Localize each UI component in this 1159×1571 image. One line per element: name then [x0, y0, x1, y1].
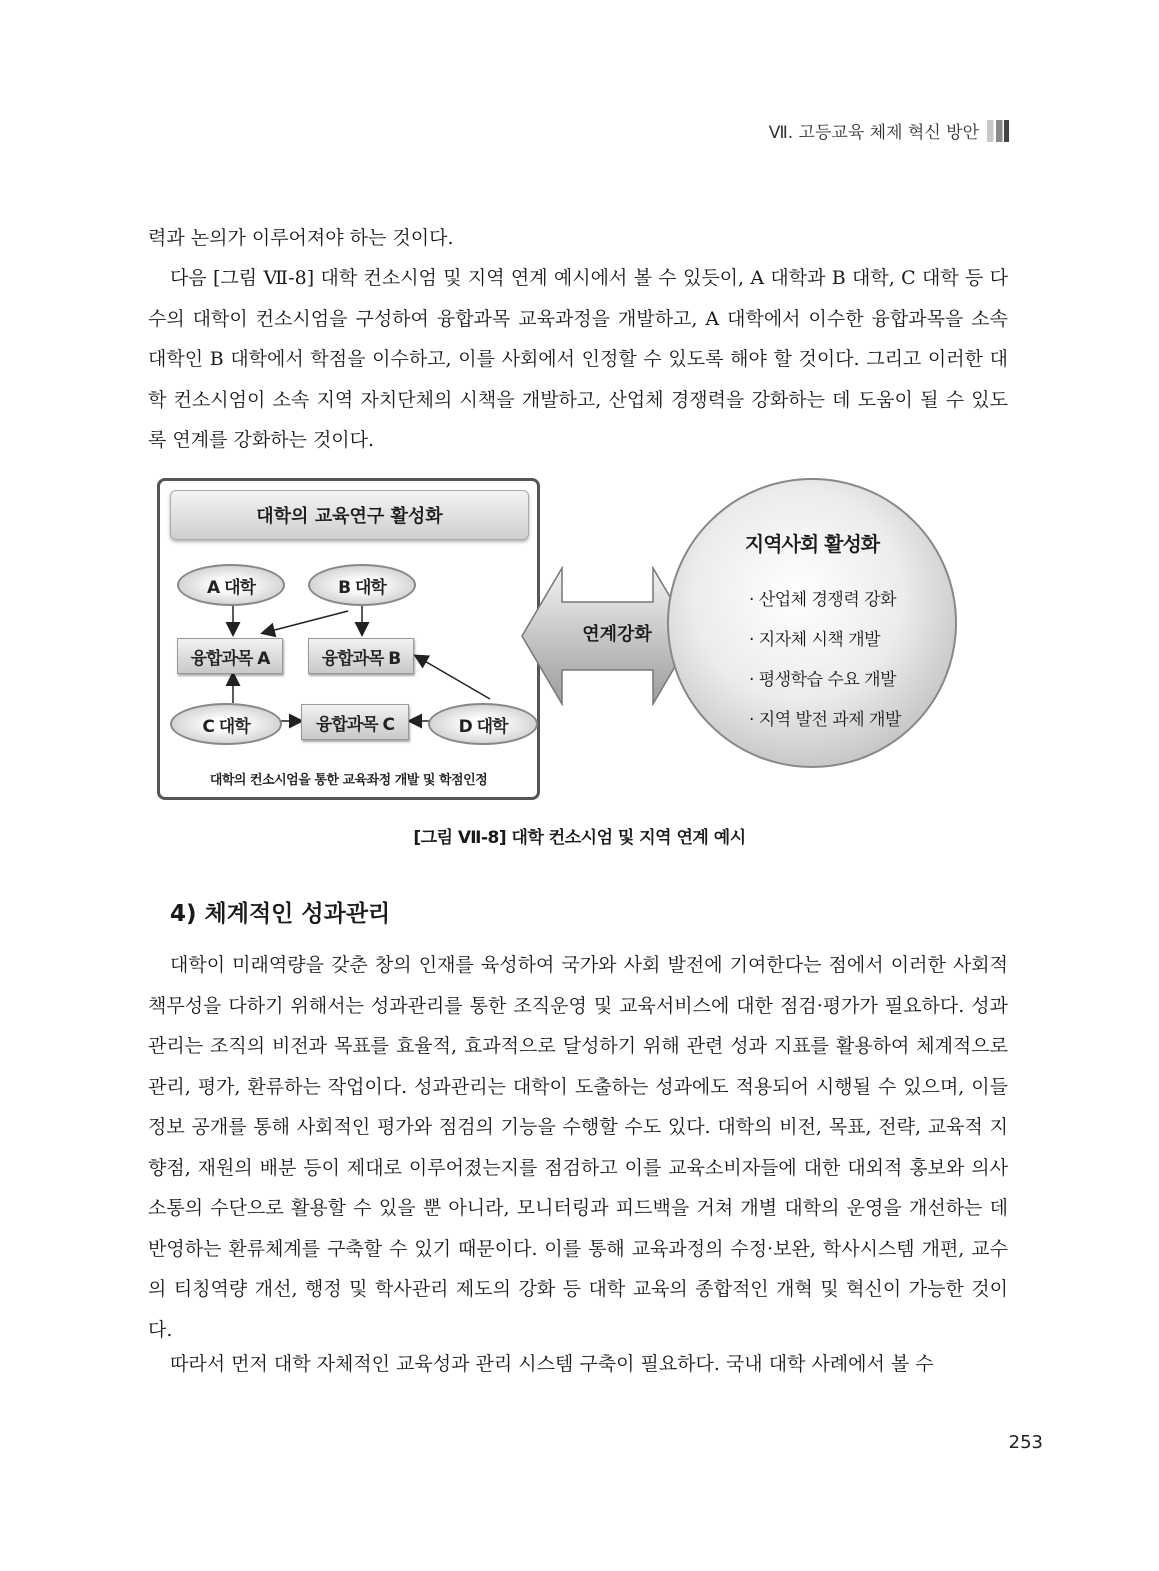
- arrow-d-to-course-b: [416, 656, 490, 699]
- univ-c-node: C 대학: [170, 703, 282, 745]
- circle-list: [749, 585, 901, 745]
- paragraph-3: 대학이 미래역량을 갖춘 창의 인재를 육성하여 국가와 사회 발전에 기여한다는 점에서 이러한 사회적 책무성을 다하기 위해서는 성과관리를 통한 조직운영 및 교육서비스에 대한 점검·평가가 필요하다. 성과관리는 조직의 비전과 목표를 효율적, 효과적으로 달성하기 위해 관련 성과 지표를 활용하여 체계적으로 관리, 평가, 환류하는 작업이다. 성과관리는 대학이 도출하는 성과에도 적용되어 시행될 수 있으며, 이들 정보 공개를 통해 사회적인 평가와 점검의 기능을 수행할 수도 있다. 대학의 비전, 목표, 전략, 교육적 지향점, 재원의 배분 등이 제대로 이루어졌는지를 점검하고 이를 교육소비자들에 대한 대외적 홍보와 의사소통의 수단으로 활용할 수 있을 뿐 아니라, 모니터링과 피드백을 거쳐 개별 대학의 운영을 개선하는 데 반영하는 환류체계를 구축할 수 있기 때문이다. 이를 통해 교육과정의 수정·보완, 학사시스템 개편, 교수의 티칭역량 개선, 행정 및 학사관리 제도의 강화 등 대학 교육의 종합적인 개혁 및 혁신이 가능한 것이다.: [148, 954, 1009, 1341]
- circle-item: · 산업체 경쟁력 강화: [749, 590, 896, 610]
- course-b-box: 융합과목 B: [308, 638, 414, 674]
- running-head-text: Ⅶ. 고등교육 체제 혁신 방안: [768, 123, 979, 143]
- circle-item: · 평생학습 수요 개발: [749, 670, 896, 690]
- page-number: 253: [1008, 1432, 1043, 1453]
- consortium-panel: [157, 478, 540, 800]
- figure-caption: [그림 Ⅶ-8] 대학 컨소시엄 및 지역 연계 예시: [413, 828, 746, 848]
- arrow-b-to-course-a: [263, 611, 348, 633]
- circle-item: · 지자체 시책 개발: [749, 630, 881, 650]
- circle-item: · 지역 발전 과제 개발: [749, 710, 901, 730]
- univ-d-node: D 대학: [428, 703, 538, 745]
- panel-caption: 대학의 컨소시엄을 통한 교육좌정 개발 및 학점인정: [209, 773, 488, 788]
- running-head: [769, 118, 1009, 143]
- chapter-bar-icon: [987, 120, 1009, 142]
- section-heading: 4) 체계적인 성과관리: [170, 901, 391, 927]
- univ-a-node: A 대학: [177, 564, 285, 606]
- course-a-box: 융합과목 A: [177, 638, 283, 674]
- course-c-box: 융합과목 C: [301, 704, 409, 740]
- paragraph-4: 따라서 먼저 대학 자체적인 교육성과 관리 시스템 구축이 필요하다. 국내 대학 사례에서 볼 수: [170, 1353, 934, 1375]
- univ-b-node: B 대학: [308, 564, 416, 606]
- paragraph-2: 다음 [그림 Ⅶ-8] 대학 컨소시엄 및 지역 연계 예시에서 볼 수 있듯이, A 대학과 B 대학, C 대학 등 다수의 대학이 컨소시엄을 구성하여 융합과목 교육과정을 개발하고, A 대학에서 이수한 융합과목을 소속 대학인 B 대학에서 학점을 이수하고, 이를 사회에서 인정할 수 있도록 해야 할 것이다. 그리고 이러한 대학 컨소시엄이 소속 지역 자치단체의 시책을 개발하고, 산업체 경쟁력을 강화하는 데 도움이 될 수 있도록 연계를 강화하는 것이다.: [148, 267, 1008, 451]
- circle-title: 지역사회 활성화: [744, 532, 880, 556]
- community-circle: [667, 478, 957, 768]
- figure-consortium: [157, 478, 1027, 808]
- paragraph-1: 력과 논의가 이루어져야 하는 것이다.: [148, 227, 454, 249]
- link-label: 연계강화: [582, 624, 652, 645]
- panel-title: 대학의 교육연구 활성화: [170, 490, 529, 540]
